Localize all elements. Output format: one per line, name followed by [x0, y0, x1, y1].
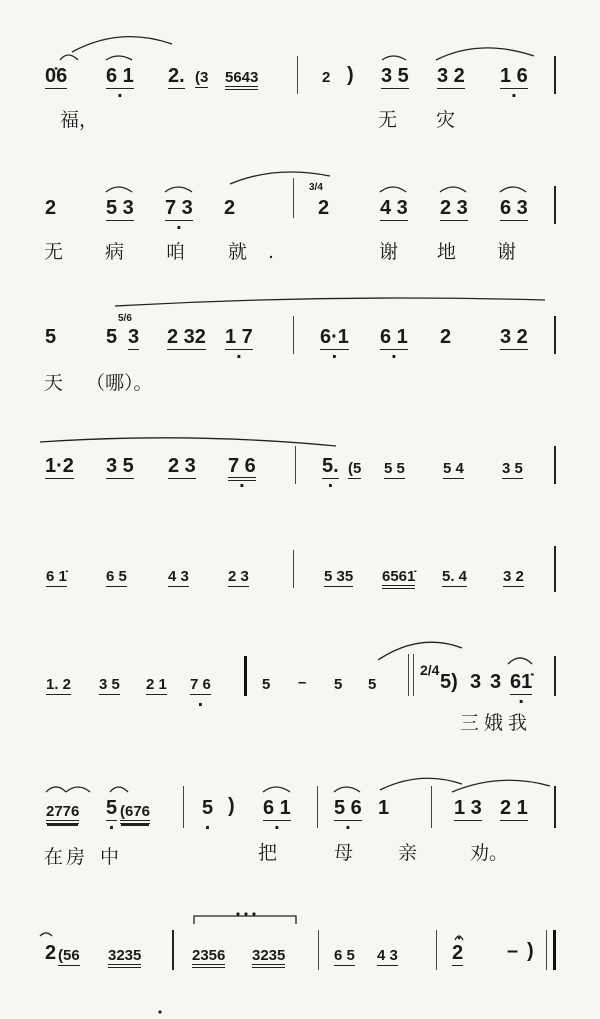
- slur: [72, 37, 172, 52]
- note-group: 2 3: [440, 197, 468, 219]
- lyric-syllable: 灾: [436, 109, 456, 131]
- note-group: 6 5: [334, 947, 355, 964]
- note-group: 5643: [225, 66, 258, 90]
- lyric-syllable: 天: [44, 372, 64, 394]
- lyric-syllable: 谢: [497, 241, 517, 263]
- note-group: 2: [318, 197, 330, 219]
- lyric-syllable: 房: [66, 846, 86, 868]
- note-group: 3 5: [502, 460, 523, 477]
- note-group: 5. .: [322, 454, 339, 478]
- note-group: 3: [470, 671, 482, 693]
- note-group: 5 5: [384, 460, 405, 477]
- note-group: 0̇6: [45, 65, 68, 87]
- slur: [380, 187, 406, 192]
- note-group: 7 3 .: [165, 196, 193, 220]
- lyric-syllable: 就: [228, 241, 248, 263]
- note-group: 6 3: [500, 197, 528, 219]
- note-group: ): [228, 795, 235, 817]
- note-group: 5 35: [324, 568, 354, 585]
- dot: [244, 912, 247, 915]
- slur: [508, 658, 532, 664]
- note-group: 5: [262, 676, 271, 693]
- note-group: 1. 2: [46, 676, 72, 693]
- slur: [115, 298, 545, 306]
- slur: [436, 48, 534, 60]
- lyric-syllable: 谢: [379, 241, 399, 263]
- note-group: 6 1̇: [46, 568, 67, 585]
- lyric-syllable: 娥: [484, 712, 504, 734]
- note-group: 6561̇: [382, 565, 415, 589]
- lyric-syllable: 中: [100, 846, 120, 868]
- note-group: 4 3: [168, 568, 189, 585]
- repeat-bracket: [194, 916, 296, 924]
- note-group: 5 .: [202, 796, 213, 820]
- note-group: 1: [378, 797, 390, 819]
- note-group: 5): [440, 671, 458, 693]
- note-group: 1 6 .: [500, 64, 528, 88]
- note-group: 4 3: [377, 947, 398, 964]
- grace-note: 5/6: [118, 313, 132, 324]
- dot: [158, 1010, 161, 1013]
- note-group: 2: [322, 69, 331, 86]
- lyric-syllable: 亲: [398, 842, 418, 864]
- slur: [440, 187, 466, 192]
- note-group: 3235: [252, 944, 285, 968]
- lyric-syllable: 地: [437, 241, 457, 263]
- note-group: (676: [120, 800, 150, 824]
- note-group: 5: [45, 326, 57, 348]
- fermata-dot: [458, 937, 461, 940]
- slur: [110, 787, 128, 792]
- lyric-syllable: 无: [378, 109, 398, 131]
- note-group: ): [347, 64, 354, 86]
- note-group: 2 3: [228, 568, 249, 585]
- lyric-syllable: 病: [105, 241, 125, 263]
- note-group: 2: [452, 942, 464, 964]
- lyric-syllable: 在: [44, 846, 64, 868]
- lyric-syllable: 劝。: [470, 842, 509, 864]
- slur: [40, 438, 336, 446]
- slur: [46, 787, 66, 792]
- slur: [60, 55, 78, 60]
- lyric-syllable: 我: [508, 712, 528, 734]
- note-group: 3 5: [106, 455, 134, 477]
- note-group: 2 1: [500, 797, 528, 819]
- note-group: 2: [440, 326, 452, 348]
- slur: [165, 187, 192, 192]
- slur: [40, 933, 52, 936]
- time-signature: 3/4: [309, 182, 323, 193]
- note-group: 2 1: [146, 676, 167, 693]
- slur: [66, 787, 90, 792]
- time-signature: 2/4: [420, 662, 440, 678]
- note-group: 2 32: [167, 326, 206, 348]
- note-group: 6 5: [106, 568, 127, 585]
- tie-dash: –: [507, 940, 519, 962]
- slur: [334, 787, 360, 792]
- note-group: 4 3: [380, 197, 408, 219]
- slur: [230, 172, 330, 184]
- note-group: 3235: [108, 944, 141, 968]
- note-group: 5. 4: [442, 568, 468, 585]
- slur: [378, 642, 462, 660]
- note-group: 2 3: [168, 455, 196, 477]
- slur: [106, 187, 132, 192]
- note-group: ): [527, 940, 534, 962]
- note-group: 1 7 .: [225, 325, 253, 349]
- note-group: 5 4: [443, 460, 464, 477]
- note-group: 6·1 .: [320, 325, 349, 349]
- lyric-syllable: 母: [334, 842, 354, 864]
- note-group: 2: [45, 942, 57, 964]
- note-group: 5: [368, 676, 377, 693]
- lyric-syllable: 三: [460, 712, 480, 734]
- note-group: 61̇ .: [510, 670, 532, 694]
- lyric-syllable: 咱: [166, 241, 186, 263]
- note-group: 3: [128, 326, 140, 348]
- slur: [500, 187, 526, 192]
- note-group: 3 2: [503, 568, 524, 585]
- note-group: 5: [106, 326, 118, 348]
- slur: [106, 56, 132, 60]
- slur: [452, 780, 550, 792]
- note-group: 7 6 .: [190, 673, 211, 697]
- note-group: 2776: [46, 800, 79, 824]
- note-group: 3 2: [500, 326, 528, 348]
- note-group: 6 1 .: [380, 325, 408, 349]
- note-group: 2: [45, 197, 57, 219]
- note-group: 3 5: [381, 65, 409, 87]
- note-group: 2356: [192, 944, 225, 968]
- note-group: 3 5: [99, 676, 120, 693]
- lyric-syllable: 无: [44, 241, 64, 263]
- note-group: 1 3: [454, 797, 482, 819]
- note-group: 6 1 .: [106, 64, 134, 88]
- lyric-syllable: （哪）。: [86, 372, 153, 394]
- note-group: (5: [348, 460, 362, 477]
- slur: [380, 778, 462, 790]
- note-group: (3: [195, 69, 209, 86]
- note-group: 7 6 .: [228, 454, 256, 478]
- note-group: 1·2: [45, 455, 74, 477]
- note-group: 5 3: [106, 197, 134, 219]
- note-group: 2.: [168, 65, 185, 87]
- dot: [252, 912, 255, 915]
- dot: [236, 912, 239, 915]
- lyric-syllable: 福，: [60, 109, 99, 131]
- note-group: 2: [224, 197, 236, 219]
- note-group: 3: [490, 671, 502, 693]
- note-group: 5 6 .: [334, 796, 362, 820]
- note-group: (56: [58, 947, 80, 964]
- note-group: 3 2: [437, 65, 465, 87]
- note-group: 6 1 .: [263, 796, 291, 820]
- note-group: 5 .: [106, 796, 117, 820]
- lyric-syllable: 把: [258, 842, 278, 864]
- slur: [263, 787, 290, 792]
- dot: [270, 256, 272, 258]
- tie-dash: –: [298, 674, 307, 691]
- slur: [382, 56, 406, 60]
- note-group: 5: [334, 676, 343, 693]
